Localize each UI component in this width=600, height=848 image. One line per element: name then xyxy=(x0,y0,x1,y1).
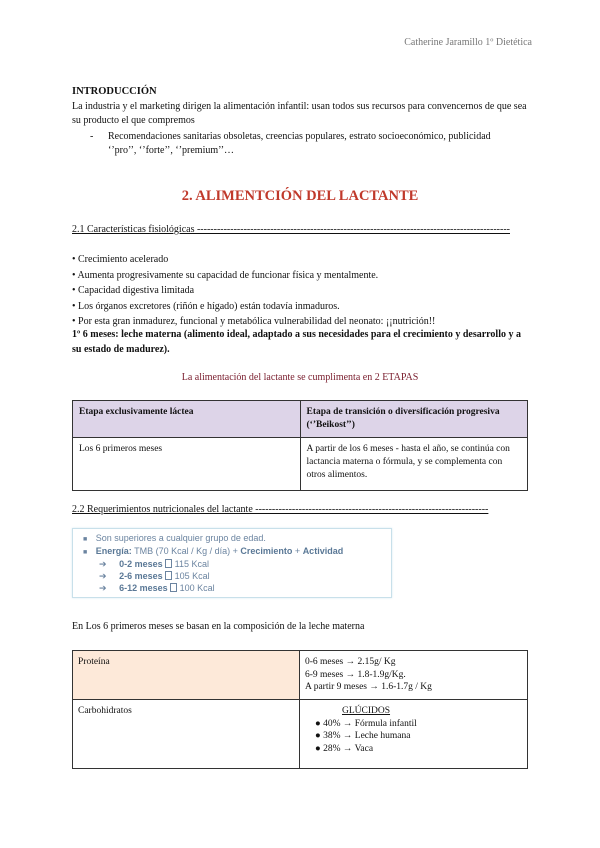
table-header-cell: Etapa de transición o diversificación progresiva (‘’Beikost’’) xyxy=(300,401,528,438)
list-item: • Los órganos excretores (riñón e hígado) están todavía inmaduros. xyxy=(72,300,340,312)
box-text: + xyxy=(292,546,303,556)
list-item: • Crecimiento acelerado xyxy=(72,254,169,265)
list-item: ● 28% → Vaca xyxy=(315,743,374,754)
list-item: ● 40% → Fórmula infantil xyxy=(315,718,417,729)
box-line xyxy=(83,533,266,543)
box-line xyxy=(99,571,210,582)
arrow-icon: ➔ xyxy=(99,559,107,569)
glucidos-title: GLÚCIDOS xyxy=(342,706,391,716)
subsection-title-physiological: 2.1 Características fisiológicas ---------------------------------------------------------------------------------------------- xyxy=(72,224,510,235)
subsection-title-requirements: 2.2 Requerimientos nutricionales del lactante ---------------------------------------------------------------------- xyxy=(72,504,489,515)
intro-text: La industria y el marketing dirigen la alimentación infantil: usan todos sus recursos para convencernos de que sea su producto el que compremos xyxy=(72,101,527,126)
energy-requirements-box xyxy=(72,528,392,598)
table-cell: A partir de los 6 meses - hasta el año, se continúa con lactancia materna o fórmula, y se complementa con otros alimentos. xyxy=(300,438,528,491)
arrow-icon: ➔ xyxy=(99,571,107,581)
table-row xyxy=(73,651,528,700)
list-item: • Aumenta progresivamente su capacidad de funcionar física y mentalmente. xyxy=(72,269,379,281)
characteristics-list xyxy=(72,252,542,330)
box-bold: Actividad xyxy=(302,546,344,556)
list-item: ● 38% → Leche humana xyxy=(315,731,411,741)
table-cell xyxy=(300,651,528,700)
milk-composition-text: En Los 6 primeros meses se basan en la composición de la leche materna xyxy=(72,621,365,632)
box-text: TMB (70 Kcal / Kg / día) + xyxy=(131,546,241,556)
kcal-value: 115 Kcal xyxy=(172,559,209,569)
nutrients-table xyxy=(72,650,528,769)
stages-table xyxy=(72,400,528,491)
box-line xyxy=(99,559,209,570)
dash-marker: - xyxy=(90,131,94,142)
table-cell-label: Proteína xyxy=(73,651,300,700)
box-text: Son superiores a cualquier grupo de edad. xyxy=(95,533,266,543)
glucidos-list xyxy=(305,718,522,756)
table-cell xyxy=(300,700,528,769)
box-line xyxy=(83,546,343,556)
table-header-row xyxy=(73,401,528,438)
intro-list-text: Recomendaciones sanitarias obsoletas, creencias populares, estrato socioeconómico, publicidad ‘’pro’’, ‘’forte’’, ‘’premium’’… xyxy=(108,131,491,156)
box-bold: Crecimiento xyxy=(240,546,293,556)
table-cell-label: Carbohidratos xyxy=(73,700,300,769)
list-item: • Por esta gran inmadurez, funcional y metabólica vulnerabilidad del neonato: ¡¡nutrición!! xyxy=(72,316,436,327)
kcal-value: 105 Kcal xyxy=(172,571,210,581)
stages-caption: La alimentación del lactante se cumplimenta en 2 ETAPAS xyxy=(181,372,419,383)
protein-value: 0-6 meses → 2.15g/ Kg xyxy=(305,657,396,667)
protein-value: A partir 9 meses → 1.6-1.7g / Kg xyxy=(305,682,432,692)
square-bullet-icon: ■ xyxy=(83,536,88,543)
table-cell: Los 6 primeros meses xyxy=(73,438,301,491)
energy-label: Energía: xyxy=(95,546,132,556)
section-title: 2. ALIMENTCIÓN DEL LACTANTE xyxy=(181,188,419,204)
breastfeeding-note: 1º 6 meses: leche materna (alimento ideal, adaptado a sus necesidades para el crecimiento y desarrollo y a su estado de madurez). xyxy=(72,329,521,355)
box-line xyxy=(99,583,215,594)
age-label: 0-2 meses xyxy=(119,559,163,569)
age-label: 2-6 meses xyxy=(119,571,163,581)
square-bullet-icon: ■ xyxy=(83,549,88,556)
list-item: • Capacidad digestiva limitada xyxy=(72,285,195,296)
table-row xyxy=(73,700,528,769)
protein-value: 6-9 meses → 1.8-1.9g/Kg. xyxy=(305,669,406,680)
table-header-cell: Etapa exclusivamente láctea xyxy=(73,401,301,438)
intro-title: INTRODUCCIÓN xyxy=(72,86,157,97)
arrow-icon: ➔ xyxy=(99,583,107,593)
age-label: 6-12 meses xyxy=(119,583,168,593)
table-row xyxy=(73,438,528,491)
kcal-value: 100 Kcal xyxy=(177,583,215,593)
page-header-author: Catherine Jaramillo 1º Dietética xyxy=(404,37,532,48)
